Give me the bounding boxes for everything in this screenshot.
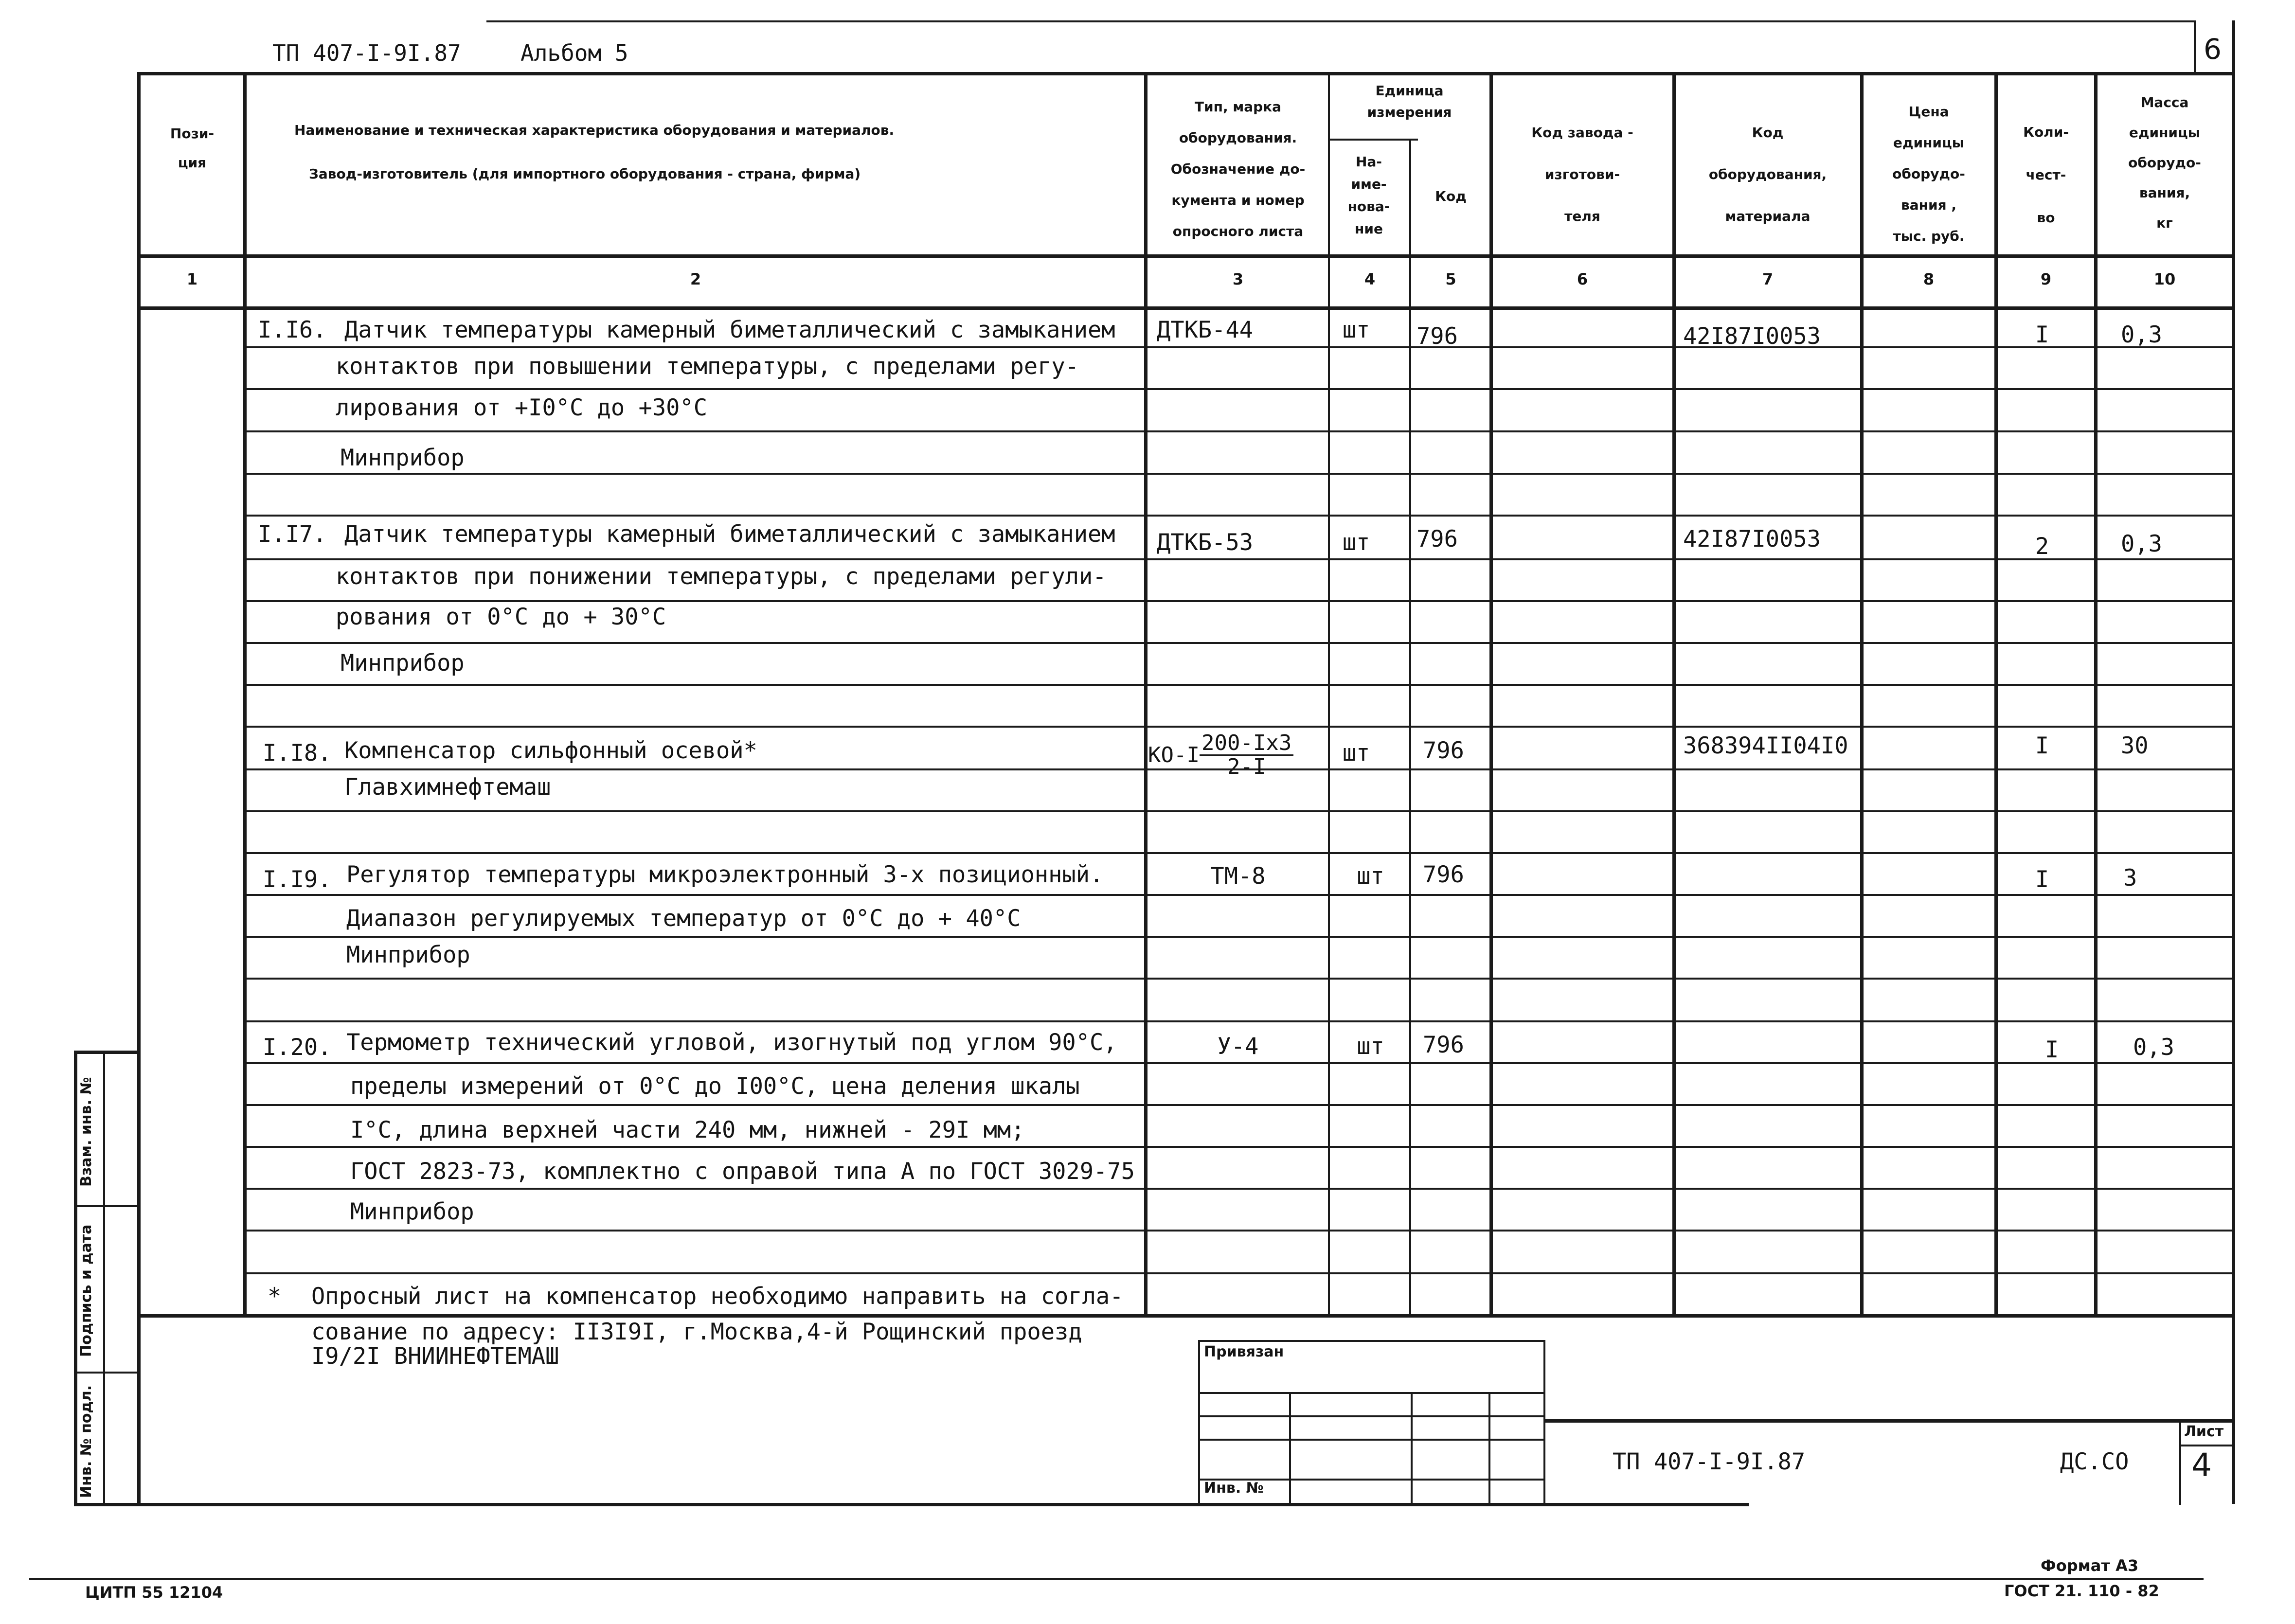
header-price: Цена единицы оборудо- вания , тыс. руб.	[1892, 104, 1965, 244]
side-label-replace-inv: Взам. инв. №	[78, 1077, 95, 1187]
item-mass: 0,3	[2121, 321, 2162, 348]
item-position: I.I6.	[258, 317, 327, 343]
col-number: 9	[2040, 270, 2052, 288]
header-unit-code: Код	[1435, 188, 1467, 204]
item-type: У-4	[1217, 1033, 1259, 1060]
item-description-line: Главхимнефтемаш	[344, 774, 551, 801]
gost-label: ГОСТ 21. 110 - 82	[2004, 1582, 2159, 1600]
footnote-line: I9/2I ВНИИНЕФТЕМАШ	[311, 1343, 559, 1370]
item-unit-code: 796	[1416, 526, 1458, 553]
item-unit: шт	[1342, 740, 1370, 767]
item-description-line: контактов при повышении температуры, с пределами регу-	[336, 353, 1079, 380]
item-type-numerator: 200-Ix3	[1200, 732, 1293, 756]
col-number: 1	[186, 270, 198, 288]
col-number: 8	[1923, 270, 1935, 288]
item-quantity: I	[2035, 866, 2049, 893]
item-quantity: I	[2035, 321, 2049, 348]
header-unit-group: Единица измерения	[1367, 83, 1452, 120]
header-type: Тип, марка оборудования. Обозначение до- кумента и номер опросного листа	[1170, 99, 1306, 239]
item-description-line: Диапазон регулируемых температур от 0°C до + 40°C	[346, 905, 1021, 932]
item-quantity: I	[2044, 1036, 2059, 1063]
item-unit-code: 796	[1423, 861, 1464, 888]
item-type: ТМ-8	[1210, 863, 1266, 890]
item-description-line: Компенсатор сильфонный осевой*	[344, 737, 757, 764]
item-equipment-code: 42I87I0053	[1683, 526, 1821, 553]
item-quantity: I	[2035, 732, 2049, 759]
item-position: I.20.	[263, 1034, 332, 1061]
header-manufacturer-code: Код завода - изготови- теля	[1531, 125, 1633, 224]
doc-code-top: ТП 407-I-9I.87	[272, 40, 461, 66]
item-position: I.I8.	[263, 740, 332, 767]
item-mass: 3	[2123, 865, 2137, 892]
item-description-line: пределы измерений от 0°C до I00°C, цена деления шкалы	[350, 1073, 1080, 1100]
footnote-line: Опросный лист на компенсатор необходимо направить на согла-	[311, 1283, 1124, 1310]
stamp-inv-label: Инв. №	[1204, 1480, 1264, 1497]
col-number: 5	[1445, 270, 1456, 288]
item-unit: шт	[1357, 863, 1384, 890]
title-doc-code: ТП 407-I-9I.87	[1613, 1448, 1806, 1475]
side-label-signature-date: Подпись и дата	[78, 1224, 95, 1357]
item-description-line: Минприбор	[341, 650, 465, 677]
sheet-label: Лист	[2184, 1423, 2224, 1440]
item-type: ДТКБ-44	[1157, 317, 1254, 343]
stamp-bound-label: Привязан	[1204, 1343, 1284, 1360]
side-label-orig-inv: Инв. № подл.	[78, 1385, 95, 1498]
header-mass: Масса единицы оборудо- вания, кг	[2128, 94, 2201, 231]
item-mass: 0,3	[2133, 1034, 2174, 1061]
item-unit-code: 796	[1416, 323, 1458, 350]
item-description-line: ГОСТ 2823-73, комплектно с оправой типа А по ГОСТ 3029-75	[350, 1158, 1135, 1185]
col-number: 3	[1232, 270, 1244, 288]
col-number: 7	[1762, 270, 1774, 288]
title-doc-suffix: ДС.СО	[2060, 1448, 2129, 1475]
item-type-denominator: 2-I	[1227, 754, 1266, 780]
col-number: 10	[2153, 270, 2176, 288]
item-description-line: контактов при понижении температуры, с пределами регули-	[336, 563, 1107, 590]
header-description: Наименование и техническая характеристика оборудования и материалов. Завод-изготовитель (для импортного оборудования - страна, фирма)	[294, 122, 895, 182]
format-label: Формат А3	[2041, 1556, 2139, 1575]
item-mass: 0,3	[2121, 531, 2162, 557]
header-equipment-code: Код оборудования, материала	[1708, 125, 1827, 224]
bottom-left-code: ЦИТП 55 12104	[85, 1583, 223, 1602]
item-description-line: Датчик температуры камерный биметаллический с замыканием	[344, 317, 1115, 343]
item-description-line: Минприбор	[350, 1198, 474, 1225]
item-position: I.I7.	[258, 521, 327, 548]
header-quantity: Коли- чест- во	[2023, 124, 2069, 226]
item-description-line: I°C, длина верхней части 240 мм, нижней - 29I мм;	[350, 1117, 1025, 1143]
item-type	[1148, 732, 1293, 778]
item-mass: 30	[2121, 732, 2149, 759]
col-number: 2	[690, 270, 701, 288]
item-description-line: лирования от +I0°C до +30°C	[336, 394, 708, 421]
item-quantity: 2	[2035, 533, 2049, 560]
footnote-mark: *	[268, 1283, 282, 1310]
item-position: I.I9.	[263, 866, 332, 893]
footnote-line: сование по адресу: II3I9I, г.Москва,4-й Рощинский проезд	[311, 1319, 1082, 1345]
item-description-line: Термометр технический угловой, изогнутый под углом 90°C,	[346, 1029, 1117, 1056]
item-description-line: Минприбор	[341, 445, 465, 471]
item-unit: шт	[1342, 317, 1370, 343]
header-unit-name: На- име- нова- ние	[1347, 154, 1390, 237]
item-description-line: Регулятор температуры микроэлектронный 3-х позиционный.	[346, 861, 1104, 888]
page-number: 6	[2204, 33, 2222, 66]
item-unit: шт	[1342, 529, 1370, 556]
header-position: Пози- ция	[170, 125, 215, 171]
item-type-prefix: КО-I	[1148, 742, 1200, 767]
item-unit-code: 796	[1423, 1032, 1464, 1058]
album-label: Альбом 5	[520, 40, 628, 66]
item-description-line: Датчик температуры камерный биметаллический с замыканием	[344, 521, 1115, 548]
col-number: 6	[1577, 270, 1588, 288]
item-description-line: Минприбор	[346, 942, 470, 968]
item-unit: шт	[1357, 1033, 1384, 1060]
item-equipment-code: 368394II04I0	[1683, 732, 1848, 759]
sheet-number: 4	[2191, 1446, 2212, 1484]
item-equipment-code: 42I87I0053	[1683, 323, 1821, 350]
item-description-line: рования от 0°C до + 30°C	[336, 604, 666, 630]
item-type: ДТКБ-53	[1157, 529, 1254, 556]
col-number: 4	[1364, 270, 1376, 288]
item-unit-code: 796	[1423, 737, 1464, 764]
